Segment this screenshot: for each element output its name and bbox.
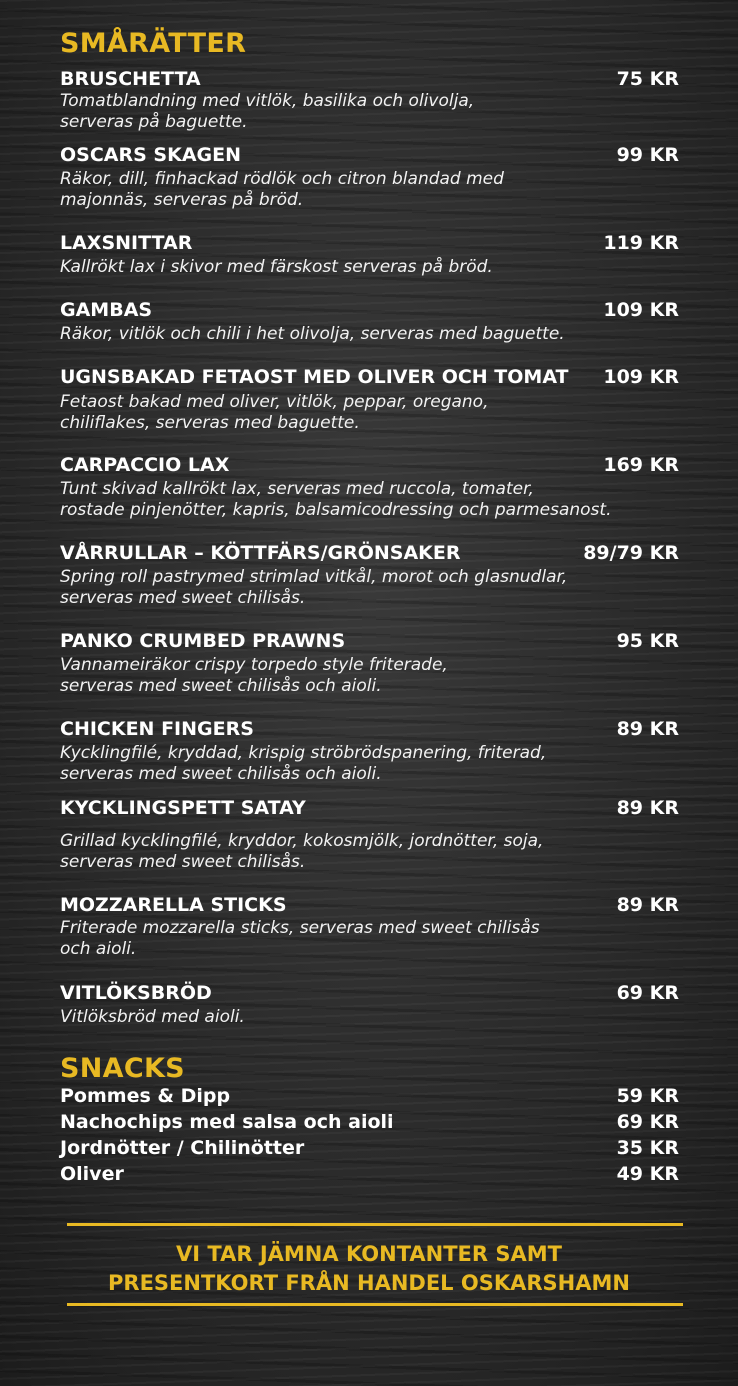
snack-item-name: Jordnötter / Chilinötter xyxy=(60,1137,305,1159)
menu-item-name: CARPACCIO LAX xyxy=(60,454,230,476)
menu-item-price: 89/79 KR xyxy=(583,542,679,564)
menu-item-price: 69 KR xyxy=(616,982,679,1004)
menu-item-name: UGNSBAKAD FETAOST MED OLIVER OCH TOMAT xyxy=(60,366,569,388)
menu-item-description: Vannameiräkor crispy torpedo style friterade, serveras med sweet chilisås och aioli. xyxy=(60,655,448,696)
snack-item-price: 59 KR xyxy=(616,1085,679,1107)
menu-item-description: Tomatblandning med vitlök, basilika och olivolja, serveras på baguette. xyxy=(60,91,475,132)
footer-divider-top xyxy=(67,1223,683,1226)
menu-item-price: 109 KR xyxy=(603,299,679,321)
menu-item-name: MOZZARELLA STICKS xyxy=(60,894,287,916)
menu-item-description: Tunt skivad kallrökt lax, serveras med ruccola, tomater, rostade pinjenötter, kapris, balsamicodressing och parmesanost. xyxy=(60,479,612,520)
menu-item-price: 119 KR xyxy=(603,232,679,254)
menu-item-name: LAXSNITTAR xyxy=(60,232,193,254)
footer-notice-line-2: PRESENTKORT FRÅN HANDEL OSKARSHAMN xyxy=(108,1271,630,1295)
menu-item-name: CHICKEN FINGERS xyxy=(60,718,254,740)
snack-item-name: Pommes & Dipp xyxy=(60,1085,231,1107)
menu-item-price: 89 KR xyxy=(616,718,679,740)
menu-item-description: Kycklingfilé, kryddad, krispig ströbrödspanering, friterad, serveras med sweet chilisås och aioli. xyxy=(60,743,547,784)
menu-item-name: VITLÖKSBRÖD xyxy=(60,982,212,1004)
snack-item-name: Nachochips med salsa och aioli xyxy=(60,1111,394,1133)
menu-item-description: Spring roll pastrymed strimlad vitkål, morot och glasnudlar, serveras med sweet chilisås. xyxy=(60,567,568,608)
menu-item-description: Räkor, vitlök och chili i het olivolja, serveras med baguette. xyxy=(60,324,565,344)
menu-item-price: 89 KR xyxy=(616,894,679,916)
menu-item-name: GAMBAS xyxy=(60,299,153,321)
menu-item-price: 75 KR xyxy=(616,68,679,90)
menu-item-description: Vitlöksbröd med aioli. xyxy=(60,1007,245,1027)
menu-item-name: PANKO CRUMBED PRAWNS xyxy=(60,630,346,652)
menu-item-price: 95 KR xyxy=(616,630,679,652)
menu-item-name: VÅRRULLAR – KÖTTFÄRS/GRÖNSAKER xyxy=(60,542,461,564)
menu-item-description: Grillad kycklingfilé, kryddor, kokosmjölk, jordnötter, soja, serveras med sweet chilisås. xyxy=(60,831,544,872)
menu-item-name: BRUSCHETTA xyxy=(60,68,201,90)
menu-item-price: 89 KR xyxy=(616,797,679,819)
section-title-snacks: SNACKS xyxy=(60,1053,185,1084)
menu-item-price: 99 KR xyxy=(616,144,679,166)
snack-item-price: 69 KR xyxy=(616,1111,679,1133)
snack-item-price: 35 KR xyxy=(616,1137,679,1159)
section-title-smaratter: SMÅRÄTTER xyxy=(60,28,247,59)
menu-item-name: KYCKLINGSPETT SATAY xyxy=(60,797,306,819)
menu-item-price: 169 KR xyxy=(603,454,679,476)
menu-item-description: Friterade mozzarella sticks, serveras med sweet chilisås och aioli. xyxy=(60,918,540,959)
footer-notice-line-1: VI TAR JÄMNA KONTANTER SAMT xyxy=(176,1242,562,1266)
snack-item-price: 49 KR xyxy=(616,1163,679,1185)
menu-item-name: OSCARS SKAGEN xyxy=(60,144,242,166)
menu-item-price: 109 KR xyxy=(603,366,679,388)
menu-item-description: Kallrökt lax i skivor med färskost serveras på bröd. xyxy=(60,257,493,277)
footer-divider-bottom xyxy=(67,1303,683,1306)
menu-item-description: Räkor, dill, finhackad rödlök och citron blandad med majonnäs, serveras på bröd. xyxy=(60,169,504,210)
menu-item-description: Fetaost bakad med oliver, vitlök, peppar, oregano, chiliflakes, serveras med baguette. xyxy=(60,392,489,433)
snack-item-name: Oliver xyxy=(60,1163,124,1185)
